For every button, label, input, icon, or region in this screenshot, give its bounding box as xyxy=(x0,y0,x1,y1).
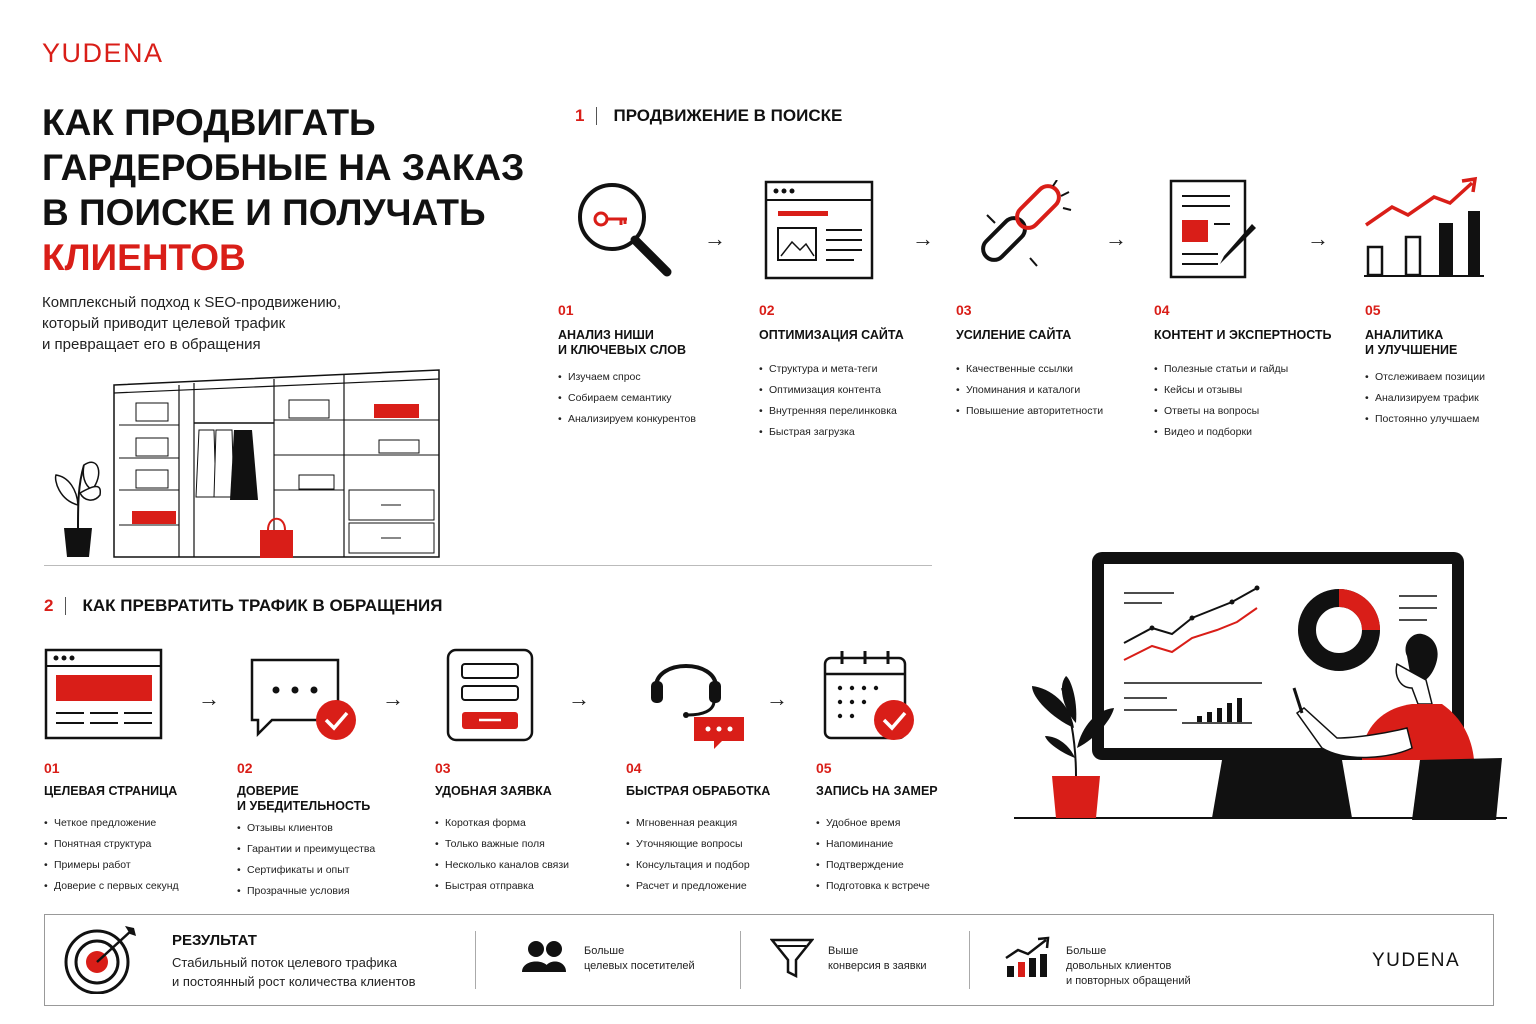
step-number: 01 xyxy=(44,760,60,776)
result-text-block xyxy=(172,932,416,991)
step-item: • Короткая форма xyxy=(435,813,615,834)
step-number: 01 xyxy=(558,302,574,318)
brand-logo: YUDENA xyxy=(42,38,164,68)
section-1-title: ПРОДВИЖЕНИЕ В ПОИСКЕ xyxy=(613,106,843,125)
step-title: КОНТЕНТ И ЭКСПЕРТНОСТЬ xyxy=(1154,328,1332,342)
title-line-3: В ПОИСКЕ И ПОЛУЧАТЬ xyxy=(42,192,486,233)
result-title: РЕЗУЛЬТАТ xyxy=(172,932,257,949)
section-2-step-1 xyxy=(44,760,224,897)
arrow-right-icon: → xyxy=(704,226,726,251)
step-item: • Повышение авторитетности xyxy=(956,401,1141,422)
step-title-2: И УБЕДИТЕЛЬНОСТЬ xyxy=(237,799,371,813)
funnel-icon xyxy=(770,936,814,980)
step-item: • Сертификаты и опыт xyxy=(237,860,422,881)
step-title: УСИЛЕНИЕ САЙТА xyxy=(956,328,1072,342)
arrow-right-icon: → xyxy=(1307,226,1329,251)
section-2-step-2 xyxy=(237,760,422,902)
subtitle-line-1: Комплексный подход к SEO-продвижению, xyxy=(42,294,342,311)
step-title: ОПТИМИЗАЦИЯ САЙТА xyxy=(759,328,904,342)
section-1-step-4 xyxy=(1154,302,1349,443)
result-item-line: довольных клиентов xyxy=(1066,960,1172,972)
step-item: • Полезные статьи и гайды xyxy=(1154,359,1349,380)
result-item-3 xyxy=(1066,944,1191,989)
arrow-right-icon: → xyxy=(912,226,934,251)
step-item: • Расчет и предложение xyxy=(626,876,806,897)
step-item: • Доверие с первых секунд xyxy=(44,876,224,897)
result-item-2 xyxy=(828,944,927,974)
divider xyxy=(969,931,970,989)
result-item-line: Больше xyxy=(584,945,625,957)
footer-brand-logo: YUDENA xyxy=(1372,950,1461,971)
step-item: • Ответы на вопросы xyxy=(1154,401,1349,422)
section-1-header xyxy=(575,106,842,126)
result-item-line: конверсия в заявки xyxy=(828,960,927,972)
arrow-right-icon: → xyxy=(766,686,788,711)
result-item-line: Больше xyxy=(1066,945,1107,957)
analytics-monitor-illustration xyxy=(1012,548,1512,823)
step-item: • Подготовка к встрече xyxy=(816,876,1001,897)
step-number: 04 xyxy=(1154,302,1170,318)
chat-check-icon xyxy=(248,656,360,746)
step-item: • Изучаем спрос xyxy=(558,367,738,388)
step-item: • Анализируем конкурентов xyxy=(558,409,738,430)
step-number: 03 xyxy=(956,302,972,318)
step-title: АНАЛИТИКА xyxy=(1365,328,1444,342)
document-pen-icon xyxy=(1168,178,1263,280)
step-number: 04 xyxy=(626,760,642,776)
step-item: • Примеры работ xyxy=(44,855,224,876)
step-number: 03 xyxy=(435,760,451,776)
plant-icon xyxy=(56,462,101,557)
step-item: • Консультация и подбор xyxy=(626,855,806,876)
divider xyxy=(44,565,932,566)
section-2-step-3 xyxy=(435,760,615,897)
section-1-number: 1 xyxy=(575,106,585,125)
subtitle-line-2: который приводит целевой трафик xyxy=(42,315,286,332)
target-icon xyxy=(60,922,142,994)
step-item: • Понятная структура xyxy=(44,834,224,855)
step-item: • Отслеживаем позиции xyxy=(1365,367,1515,388)
arrow-right-icon: → xyxy=(382,686,404,711)
step-item: • Анализируем трафик xyxy=(1365,388,1515,409)
step-title-2: И КЛЮЧЕВЫХ СЛОВ xyxy=(558,343,687,357)
growth-chart-icon xyxy=(1002,936,1052,980)
wardrobe-illustration xyxy=(44,365,449,565)
arrow-right-icon: → xyxy=(1105,226,1127,251)
step-title: ЦЕЛЕВАЯ СТРАНИЦА xyxy=(44,784,178,798)
growth-chart-icon xyxy=(1362,175,1487,280)
step-item: • Отзывы клиентов xyxy=(237,818,422,839)
calendar-check-icon xyxy=(822,648,920,743)
step-item: • Упоминания и каталоги xyxy=(956,380,1141,401)
step-item: • Структура и мета-теги xyxy=(759,359,944,380)
headset-chat-icon xyxy=(648,645,748,750)
title-line-2: ГАРДЕРОБНЫЕ НА ЗАКАЗ xyxy=(42,147,525,188)
step-item: • Гарантии и преимущества xyxy=(237,839,422,860)
section-1-step-3 xyxy=(956,302,1141,422)
section-1-step-5 xyxy=(1365,302,1515,430)
subtitle xyxy=(42,292,382,355)
section-2-title: КАК ПРЕВРАТИТЬ ТРАФИК В ОБРАЩЕНИЯ xyxy=(82,596,443,615)
step-item: • Прозрачные условия xyxy=(237,881,422,902)
result-item-line: Выше xyxy=(828,945,859,957)
step-item: • Только важные поля xyxy=(435,834,615,855)
step-item: • Уточняющие вопросы xyxy=(626,834,806,855)
step-title: ЗАПИСЬ НА ЗАМЕР xyxy=(816,784,938,798)
result-item-line: целевых посетителей xyxy=(584,960,695,972)
step-number: 02 xyxy=(759,302,775,318)
step-item: • Собираем семантику xyxy=(558,388,738,409)
form-icon xyxy=(446,648,536,743)
users-icon xyxy=(520,938,570,978)
magnifier-key-icon xyxy=(575,180,675,280)
result-text-line-1: Стабильный поток целевого трафика xyxy=(172,955,397,970)
step-item: • Удобное время xyxy=(816,813,1001,834)
result-item-line: и повторных обращений xyxy=(1066,975,1191,987)
section-1-step-1 xyxy=(558,302,738,430)
result-text-line-2: и постоянный рост количества клиентов xyxy=(172,974,416,989)
step-item: • Оптимизация контента xyxy=(759,380,944,401)
result-item-1 xyxy=(584,944,695,974)
step-item: • Четкое предложение xyxy=(44,813,224,834)
arrow-right-icon: → xyxy=(198,686,220,711)
step-item: • Несколько каналов связи xyxy=(435,855,615,876)
step-item: • Подтверждение xyxy=(816,855,1001,876)
step-item: • Видео и подборки xyxy=(1154,422,1349,443)
step-item: • Напоминание xyxy=(816,834,1001,855)
step-title: УДОБНАЯ ЗАЯВКА xyxy=(435,784,552,798)
section-1-step-2 xyxy=(759,302,944,443)
step-title-2: И УЛУЧШЕНИЕ xyxy=(1365,343,1458,357)
step-item: • Быстрая отправка xyxy=(435,876,615,897)
section-2-step-5 xyxy=(816,760,1001,897)
browser-page-icon xyxy=(764,180,876,280)
landing-page-icon xyxy=(44,648,164,743)
page-title xyxy=(42,100,524,280)
step-item: • Кейсы и отзывы xyxy=(1154,380,1349,401)
step-number: 05 xyxy=(816,760,832,776)
step-item: • Мгновенная реакция xyxy=(626,813,806,834)
title-line-1: КАК ПРОДВИГАТЬ xyxy=(42,102,376,143)
step-title: ДОВЕРИЕ xyxy=(237,784,299,798)
subtitle-line-3: и превращает его в обращения xyxy=(42,336,261,353)
step-item: • Качественные ссылки xyxy=(956,359,1141,380)
link-icon xyxy=(975,180,1075,280)
step-item: • Быстрая загрузка xyxy=(759,422,944,443)
section-2-header xyxy=(44,596,442,616)
section-2-step-4 xyxy=(626,760,806,897)
arrow-right-icon: → xyxy=(568,686,590,711)
divider xyxy=(475,931,476,989)
step-title: БЫСТРАЯ ОБРАБОТКА xyxy=(626,784,771,798)
step-number: 05 xyxy=(1365,302,1381,318)
step-item: • Внутренняя перелинковка xyxy=(759,401,944,422)
section-2-number: 2 xyxy=(44,596,54,615)
step-number: 02 xyxy=(237,760,253,776)
divider xyxy=(740,931,741,989)
title-line-4: КЛИЕНТОВ xyxy=(42,237,246,278)
step-title: АНАЛИЗ НИШИ xyxy=(558,328,654,342)
step-item: • Постоянно улучшаем xyxy=(1365,409,1515,430)
